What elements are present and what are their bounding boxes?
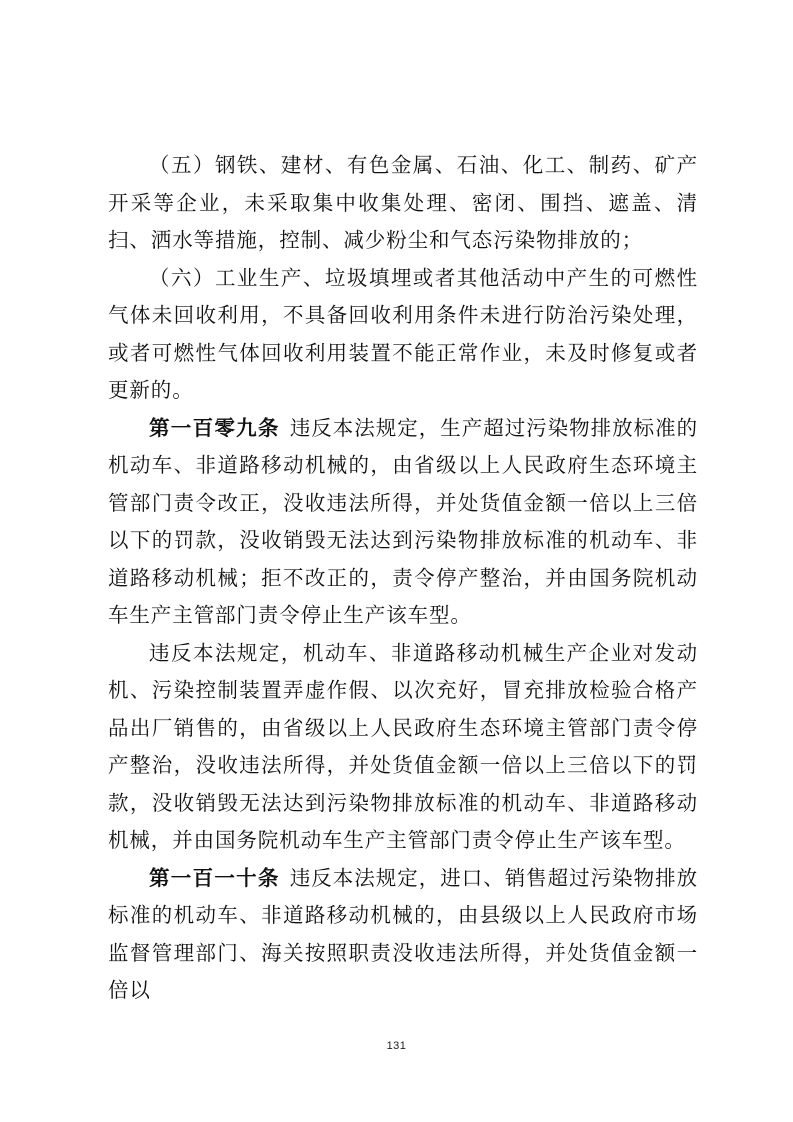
paragraph-text: 违反本法规定，机动车、非道路移动机械生产企业对发动机、污染控制装置弄虚作假、以次充好，冒充排放检验合格产品出厂销售的，由省级以上人民政府生态环境主管部门责令停产整治，没收违法所得，并处货值金额一倍以上三倍以下的罚款，没收销毁无法达到污染物排放标准的机动车、非道路移动机械，并由国务院机动车生产主管部门责令停止生产该车型。 bbox=[108, 640, 698, 852]
article-number: 第一百零九条 bbox=[149, 415, 280, 440]
page-number: 131 bbox=[386, 1040, 407, 1052]
paragraph-text: （五）钢铁、建材、有色金属、石油、化工、制药、矿产开采等企业，未采取集中收集处理、密闭、围挡、遮盖、清扫、洒水等措施，控制、减少粉尘和气态污染物排放的； bbox=[108, 153, 698, 252]
paragraph-text: 违反本法规定，进口、销售超过污染物排放标准的机动车、非道路移动机械的，由县级以上人民政府市场监督管理部门、海关按照职责没收违法所得，并处货值金额一倍以 bbox=[108, 865, 698, 1002]
paragraph-article-109 bbox=[108, 410, 698, 635]
paragraph-item-5 bbox=[108, 147, 698, 260]
paragraph-text: 违反本法规定，生产超过污染物排放标准的机动车、非道路移动机械的，由省级以上人民政府生态环境主管部门责令改正，没收违法所得，并处货值金额一倍以上三倍以下的罚款，没收销毁无法达到污染物排放标准的机动车、非道路移动机械；拒不改正的，责令停产整治，并由国务院机动车生产主管部门责令停止生产该车型。 bbox=[108, 415, 698, 627]
paragraph-item-6 bbox=[108, 260, 698, 410]
paragraph-article-110 bbox=[108, 860, 698, 1010]
paragraph-article-109-clause-2 bbox=[108, 635, 698, 860]
paragraph-text: （六）工业生产、垃圾填埋或者其他活动中产生的可燃性气体未回收利用，不具备回收利用条件未进行防治污染处理，或者可燃性气体回收利用装置不能正常作业，未及时修复或者更新的。 bbox=[108, 265, 698, 402]
body-text bbox=[108, 147, 698, 1010]
article-number: 第一百一十条 bbox=[149, 865, 280, 890]
